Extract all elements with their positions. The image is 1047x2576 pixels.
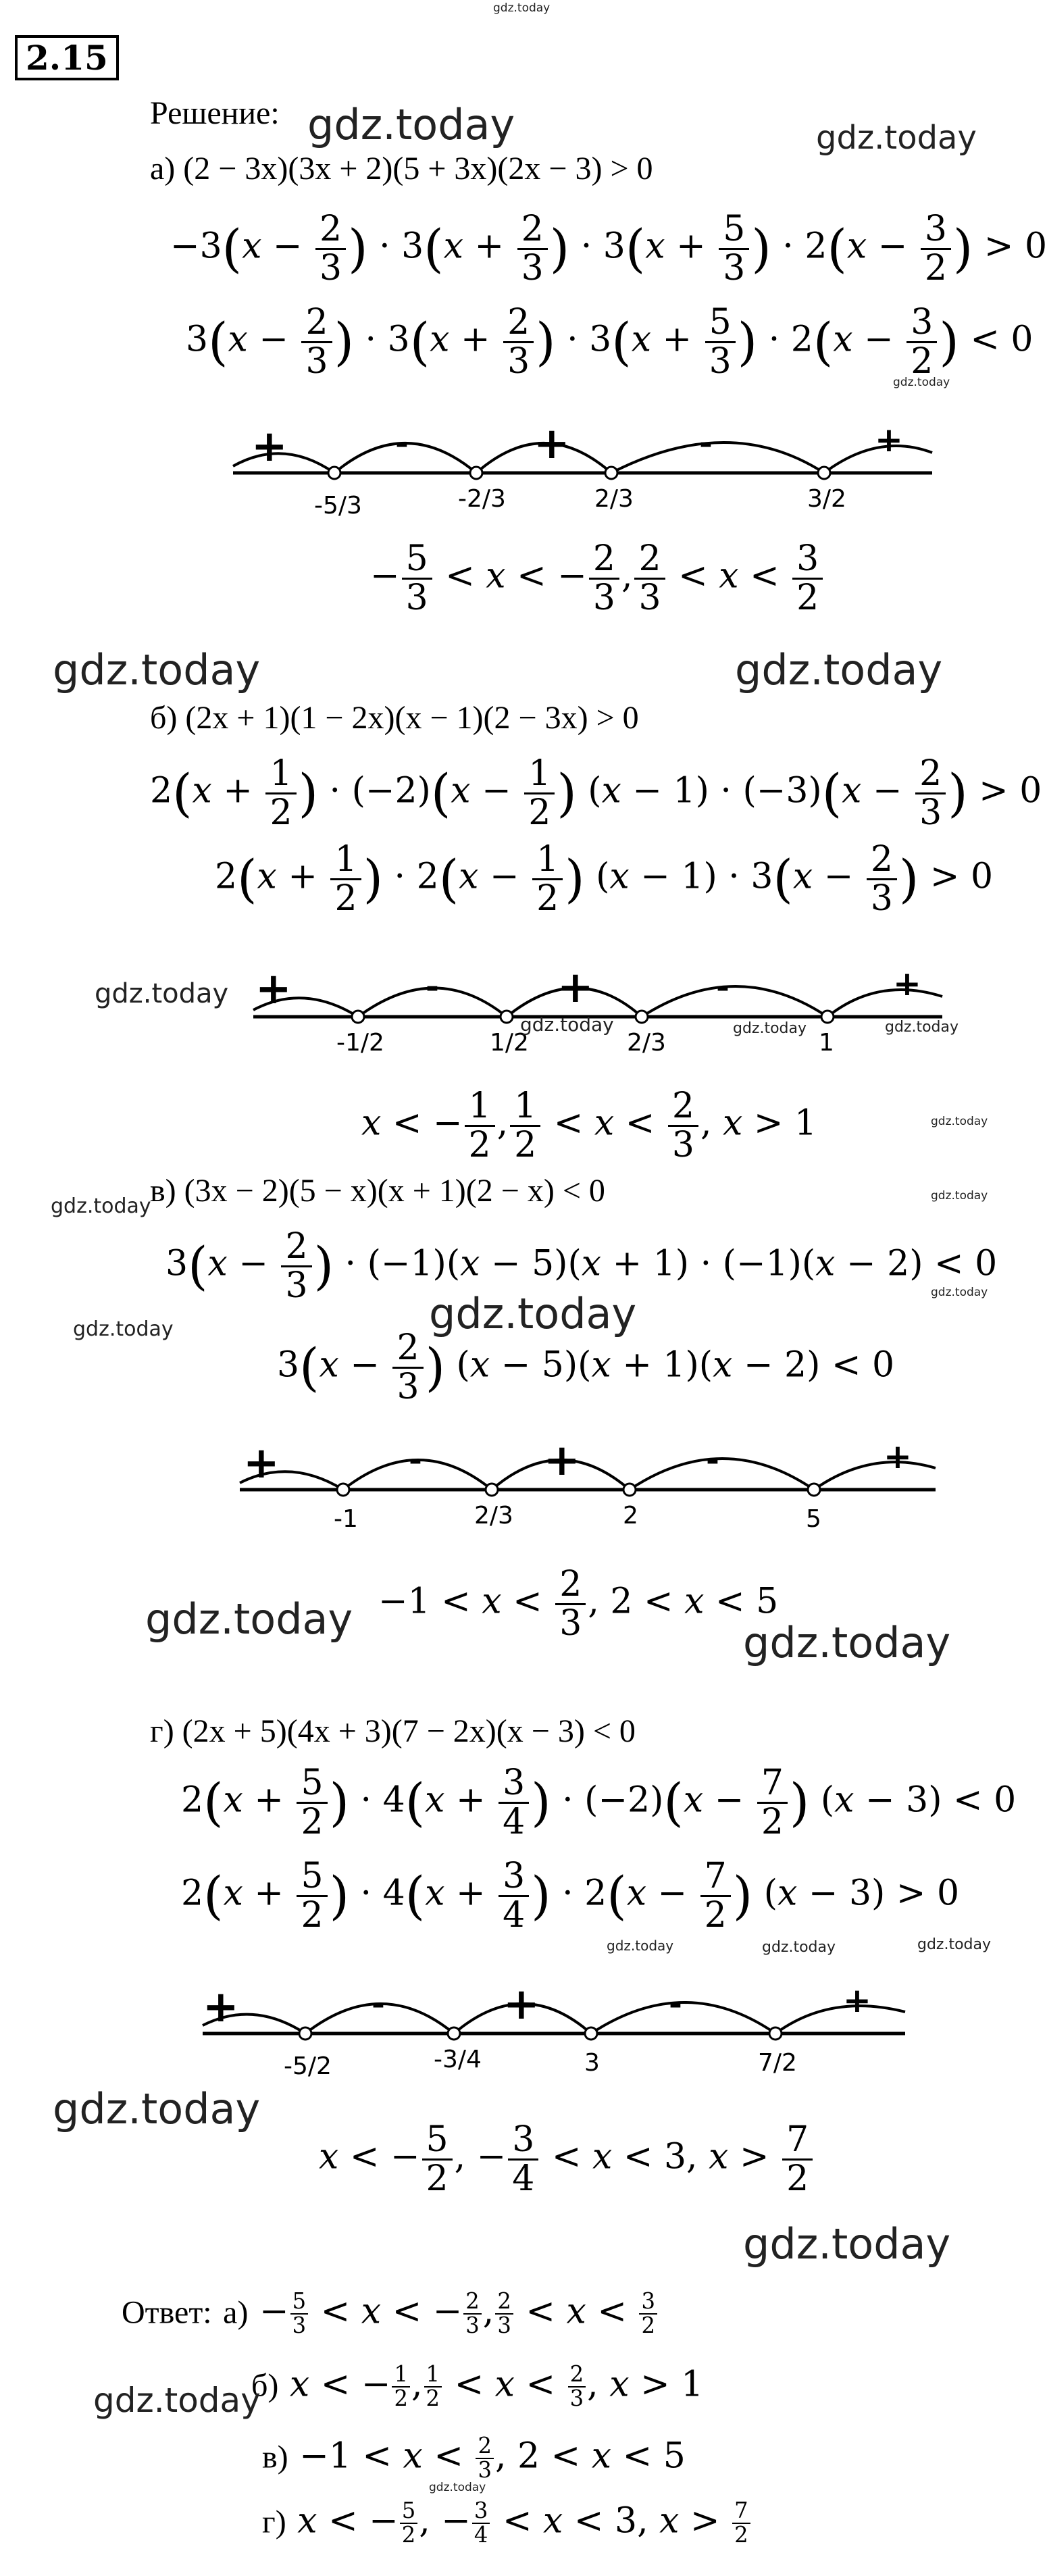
axis-point-label: -1 bbox=[334, 1505, 358, 1533]
watermark: gdz.today bbox=[307, 100, 515, 149]
open-point bbox=[299, 2027, 311, 2040]
sign-plus: + bbox=[875, 420, 903, 459]
part-b-step-1: 2(x + $\frac{1}{2}$ ) · (−2)(x − $\frac{1}{2}$ ) (x − 1) · (−3)(x − $\frac{2}{3}$ ) > 0 bbox=[150, 753, 1042, 833]
part-g-step-1: 2(x + $\frac{5}{2}$ ) · 4(x + $\frac{3}{4}$ ) · (−2)(x − $\frac{7}{2}$ ) (x − 3) < 0 bbox=[181, 1763, 1017, 1842]
answer-v: в) −1 < x < $\frac{2}{3}$ , 2 < x < 5 bbox=[262, 2433, 686, 2483]
sign-plus: + bbox=[544, 1436, 580, 1486]
watermark: gdz.today bbox=[743, 2219, 951, 2269]
axis-point-label: 2 bbox=[623, 1502, 638, 1530]
part-a-statement bbox=[150, 150, 653, 187]
watermark: gdz.today bbox=[73, 1317, 174, 1341]
sign-plus: + bbox=[255, 964, 292, 1014]
sign-arc bbox=[630, 1459, 814, 1490]
sign-arc bbox=[827, 990, 942, 1017]
sign-plus: + bbox=[884, 1437, 912, 1476]
part-v-statement bbox=[150, 1172, 605, 1209]
watermark: gdz.today bbox=[931, 1189, 988, 1203]
sign-arc bbox=[775, 2006, 905, 2034]
sign-plus: + bbox=[503, 1979, 540, 2029]
part-a-statement-text: (2 − 3x)(3x + 2)(5 + 3x)(2x − 3) > 0 bbox=[183, 151, 653, 186]
open-point bbox=[328, 467, 340, 479]
open-point bbox=[818, 467, 830, 479]
answer-g: г) x < − $\frac{5}{2}$ , − $\frac{3}{4}$ < x < 3, x > $\frac{7}{2}$ bbox=[262, 2500, 752, 2547]
sign-plus: + bbox=[534, 419, 570, 469]
axis-point-label: 3 bbox=[584, 2049, 600, 2077]
watermark: gdz.today bbox=[893, 376, 950, 389]
axis-point-label: 2/3 bbox=[627, 1029, 666, 1057]
solution-label: Решение: bbox=[150, 95, 280, 131]
part-b-answer: x < − $\frac{1}{2}$ , $\frac{1}{2}$ < x < $\frac{2}{3}$ , x > 1 bbox=[361, 1086, 817, 1165]
open-point bbox=[448, 2027, 460, 2040]
watermark: gdz.today bbox=[520, 1013, 614, 1036]
axis-point-label: -5/2 bbox=[284, 2052, 332, 2080]
watermark: gdz.today bbox=[931, 1115, 988, 1128]
open-point bbox=[808, 1484, 820, 1496]
sign-minus: - bbox=[669, 1985, 682, 2023]
watermark: gdz.today bbox=[743, 1618, 951, 1667]
number-line-g bbox=[0, 1966, 1038, 2088]
sign-plus: + bbox=[843, 1981, 871, 2020]
part-a-step-2: 3(x − $\frac{2}{3}$ ) · 3(x + $\frac{2}{3}$ ) · 3(x + $\frac{5}{3}$ ) · 2(x − $\frac{3}{2}$ ) < 0 bbox=[186, 302, 1033, 382]
number-line-b bbox=[0, 949, 1038, 1078]
open-point bbox=[821, 1011, 834, 1023]
watermark: gdz.today bbox=[93, 2381, 261, 2420]
sign-arc bbox=[591, 2002, 775, 2034]
part-g-statement-text: (2x + 5)(4x + 3)(7 − 2x)(x − 3) < 0 bbox=[182, 1713, 636, 1749]
watermark: gdz.today bbox=[95, 978, 229, 1009]
part-g-answer: x < − $\frac{5}{2}$ , − $\frac{3}{4}$ < x < 3, x > $\frac{7}{2}$ bbox=[319, 2121, 815, 2197]
open-point bbox=[501, 1011, 513, 1023]
open-point bbox=[636, 1011, 648, 1023]
open-point bbox=[486, 1484, 498, 1496]
axis-point-label: 7/2 bbox=[758, 2049, 797, 2077]
watermark: gdz.today bbox=[762, 1939, 836, 1956]
axis-point-label: -3/4 bbox=[434, 2046, 482, 2073]
open-point bbox=[769, 2027, 782, 2040]
axis-point-label: 1/2 bbox=[490, 1029, 529, 1057]
number-line-v bbox=[0, 1422, 1038, 1550]
open-point bbox=[337, 1484, 349, 1496]
watermark: gdz.today bbox=[53, 2084, 261, 2133]
answer-a: Ответ: а) − $\frac{5}{3}$ < x < − $\frac{2}{3}$ , $\frac{2}{3}$ < x < $\frac{3}{2}$ bbox=[122, 2290, 659, 2338]
sign-plus: + bbox=[251, 422, 288, 472]
sign-minus: - bbox=[372, 1985, 385, 2023]
axis-point-label: 2/3 bbox=[594, 485, 634, 513]
axis-point-label: 1 bbox=[819, 1029, 834, 1057]
watermark: gdz.today bbox=[53, 645, 261, 694]
part-b-step-2: 2(x + $\frac{1}{2}$ ) · 2(x − $\frac{1}{2}$ ) (x − 1) · 3(x − $\frac{2}{3}$ ) > 0 bbox=[215, 839, 994, 919]
part-b-statement-text: (2x + 1)(1 − 2x)(x − 1)(2 − 3x) > 0 bbox=[185, 700, 639, 736]
part-b-statement bbox=[150, 699, 639, 736]
sign-minus: - bbox=[716, 968, 730, 1006]
watermark-top: gdz.today bbox=[493, 1, 551, 15]
part-g-step-2: 2(x + $\frac{5}{2}$ ) · 4(x + $\frac{3}{4}$ ) · 2(x − $\frac{7}{2}$ ) (x − 3) > 0 bbox=[181, 1856, 960, 1936]
watermark: gdz.today bbox=[429, 1289, 637, 1338]
sign-minus: - bbox=[395, 424, 409, 462]
axis-point-label: 2/3 bbox=[474, 1502, 513, 1530]
part-v-answer: −1 < x < $\frac{2}{3}$ , 2 < x < 5 bbox=[378, 1564, 779, 1644]
part-v-step-2: 3(x − $\frac{2}{3}$ ) (x − 5)(x + 1)(x − 2) < 0 bbox=[277, 1328, 895, 1407]
part-a-label: а) bbox=[150, 151, 176, 186]
number-line-a bbox=[0, 399, 1038, 527]
axis-point-label: 3/2 bbox=[807, 485, 846, 513]
part-g-statement bbox=[150, 1713, 636, 1750]
watermark: gdz.today bbox=[607, 1938, 674, 1954]
sign-arc bbox=[642, 986, 827, 1017]
axis-point-label: -1/2 bbox=[336, 1029, 384, 1057]
problem-number: 2.15 bbox=[15, 35, 119, 80]
part-b-label: б) bbox=[150, 700, 178, 736]
watermark: gdz.today bbox=[885, 1019, 959, 1036]
sign-plus: + bbox=[557, 963, 594, 1013]
open-point bbox=[585, 2027, 597, 2040]
watermark: gdz.today bbox=[733, 1020, 807, 1037]
watermark: gdz.today bbox=[917, 1936, 992, 1953]
axis-point-label: -5/3 bbox=[314, 492, 362, 520]
watermark: gdz.today bbox=[931, 1286, 988, 1299]
watermark: gdz.today bbox=[735, 645, 943, 694]
open-point bbox=[470, 467, 482, 479]
answer-b: б) x < − $\frac{1}{2}$ , $\frac{1}{2}$ < x < $\frac{2}{3}$ , x > 1 bbox=[251, 2361, 704, 2411]
sign-plus: + bbox=[893, 964, 921, 1003]
open-point bbox=[623, 1484, 636, 1496]
sign-minus: - bbox=[699, 424, 713, 462]
watermark: gdz.today bbox=[429, 2481, 486, 2494]
open-point bbox=[605, 467, 617, 479]
part-a-answer: − $\frac{5}{3}$ < x < − $\frac{2}{3}$ , $\frac{2}{3}$ < x < $\frac{3}{2}$ bbox=[370, 540, 825, 616]
sign-arc bbox=[814, 1462, 936, 1490]
watermark: gdz.today bbox=[145, 1594, 353, 1644]
sign-minus: - bbox=[706, 1441, 719, 1479]
part-g-label: г) bbox=[150, 1713, 174, 1749]
part-v-label: в) bbox=[150, 1173, 176, 1209]
axis-point-label: 5 bbox=[806, 1505, 821, 1533]
watermark: gdz.today bbox=[816, 119, 977, 157]
axis-point-label: -2/3 bbox=[458, 485, 506, 513]
part-a-step-1: −3(x − $\frac{2}{3}$ ) · 3(x + $\frac{2}{3}$ ) · 3(x + $\frac{5}{3}$ ) · 2(x − $\frac{3}{2}$ ) > 0 bbox=[170, 209, 1047, 288]
sign-minus: - bbox=[409, 1441, 422, 1479]
sign-minus: - bbox=[426, 968, 439, 1006]
sign-arc bbox=[611, 443, 824, 473]
part-v-statement-text: (3x − 2)(5 − x)(x + 1)(2 − x) < 0 bbox=[184, 1173, 605, 1209]
watermark: gdz.today bbox=[51, 1194, 151, 1218]
sign-plus: + bbox=[203, 1982, 239, 2032]
part-v-step-1: 3(x − $\frac{2}{3}$ ) · (−1)(x − 5)(x + 1) · (−1)(x − 2) < 0 bbox=[165, 1226, 998, 1306]
sign-plus: + bbox=[243, 1438, 280, 1488]
answer-label: Ответ: bbox=[122, 2294, 212, 2331]
open-point bbox=[352, 1011, 364, 1023]
